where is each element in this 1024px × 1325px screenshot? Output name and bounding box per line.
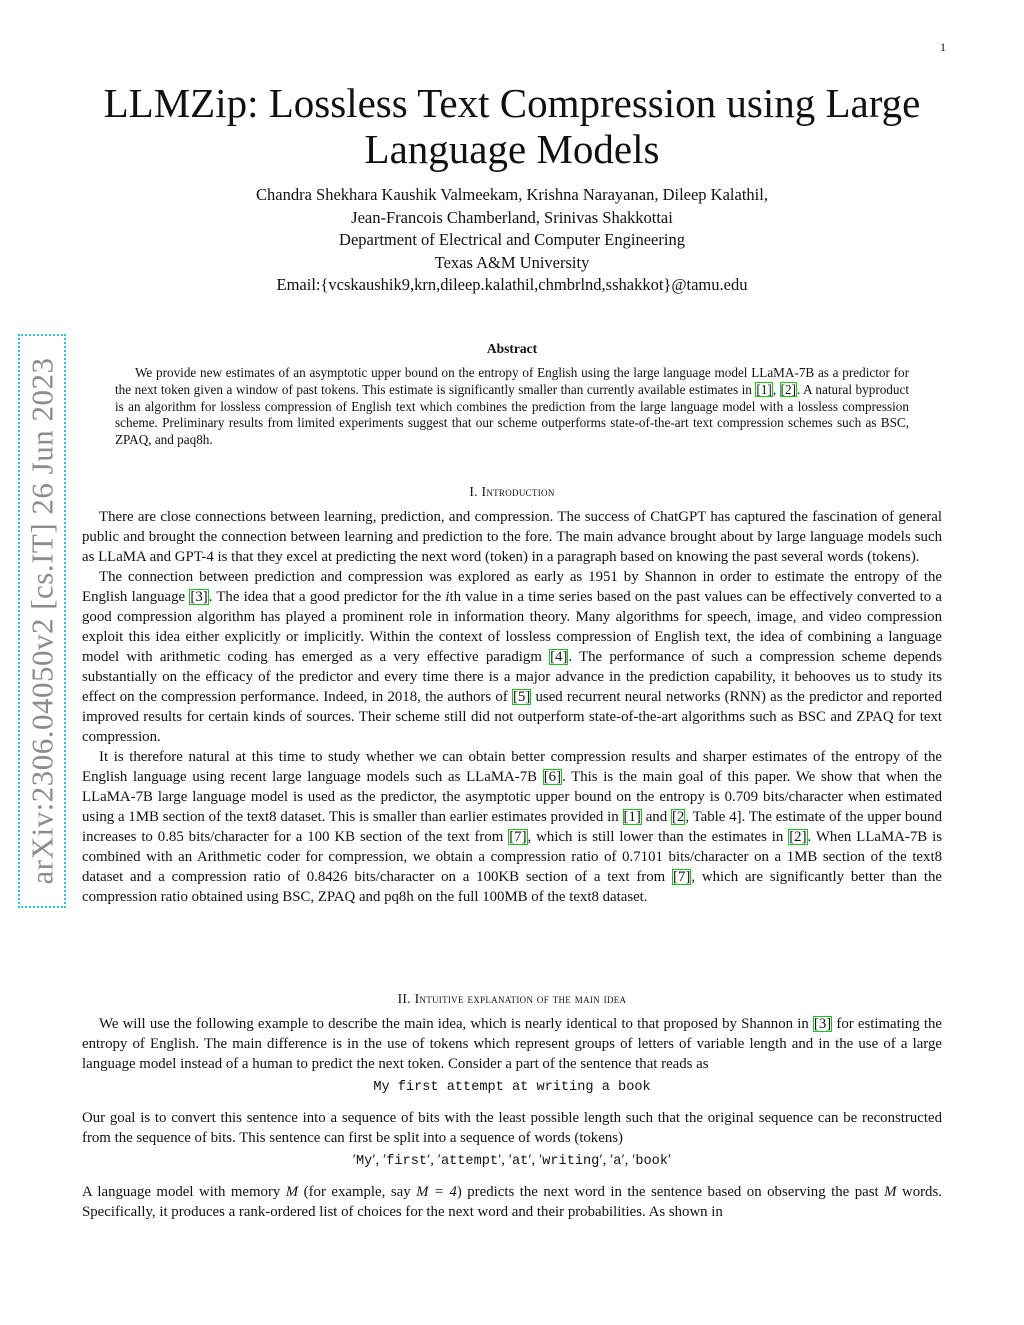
citation-link[interactable]: [3] [813, 1016, 832, 1032]
abstract-body [115, 365, 909, 449]
token-quote: ′ [610, 1152, 614, 1168]
author-emails: Email:{vcskaushik9,krn,dileep.kalathil,chmbrlnd,sshakkot}@tamu.edu [276, 275, 748, 294]
paragraph-text: ) predicts the next word in the sentence based on observing the past [456, 1184, 885, 1200]
paragraph-text: and [641, 809, 671, 825]
paragraph-text: It is therefore natural at this time to study whether we can obtain better compression results and sharper estimates of the entropy of the English language using recent large language models such as LLaMA-7B [82, 749, 942, 785]
math-variable: M [884, 1184, 897, 1200]
token-quote: ′ [508, 1152, 512, 1168]
paper-title: LLMZip: Lossless Text Compression using Large Language Models [103, 80, 921, 172]
token-quote: ′ [382, 1152, 387, 1168]
paragraph-text: used recurrent neural networks (RNN) as the predictor and reported improved results for certain kinds of sources. Their scheme still did not outperform state-of-the-art algorithms such as BSC and ZPAQ for text compression. [82, 689, 942, 745]
paragraph [82, 747, 942, 907]
token-quote: ′, [498, 1152, 509, 1168]
citation-link[interactable]: [6] [543, 769, 562, 785]
token-quote: ′, [427, 1152, 438, 1168]
example-sentence: My first attempt at writing a book [373, 1080, 651, 1095]
author-names-line-1: Chandra Shekhara Kaushik Valmeekam, Krishna Narayanan, Dileep Kalathil, [256, 185, 768, 204]
author-block [120, 184, 904, 297]
paragraph-text: , which are significantly better than the compression ratio obtained using BSC, ZPAQ and pq8h on the full 100MB of the text8 dataset. [82, 869, 942, 905]
paragraph-text: words. Specifically, it produces a rank-ordered list of choices for the next word and their probabilities. As shown in [82, 1184, 942, 1220]
citation-link[interactable]: [4] [550, 649, 568, 665]
main-idea-body [82, 1014, 942, 1222]
token-quote: ′, [599, 1152, 611, 1168]
token-sequence [82, 1150, 942, 1172]
paragraph-text: The connection between prediction and compression was explored as early as 1951 by Shannon in order to estimate the entropy of the English language [82, 569, 942, 605]
token-quote: ′ [352, 1152, 356, 1168]
author-university: Texas A&M University [434, 252, 590, 272]
paragraph-text: . This is the main goal of this paper. We show that when the LLaMA-7B large language model is used as the predictor, the asymptotic upper bound on the entropy is 0.709 bits/character when estimated using a 1MB section of the text8 dataset. This is smaller than earlier estimates provided in [82, 769, 942, 825]
paragraph-text: A language model with memory [82, 1184, 286, 1200]
paragraph-text: , Table 4]. The estimate of the upper bound increases to 0.85 bits/character for a 100 KB section of the text from [82, 809, 942, 845]
token: a [613, 1154, 622, 1169]
paragraph-text: We will use the following example to describe the main idea, which is nearly identical to that proposed by Shannon in [99, 1016, 813, 1032]
paragraph-text: for estimating the entropy of English. The main difference is in the use of tokens which represent groups of letters of variable length and in the use of a large language model instead of a human to predict the next token. Consider a part of the sentence that reads as [82, 1016, 942, 1072]
citation-link[interactable]: [3] [190, 589, 208, 605]
page-number: 1 [940, 40, 946, 54]
token-quote: ′, [372, 1152, 383, 1168]
token: book [635, 1154, 668, 1169]
paragraph-text: , which is still lower than the estimates in [527, 829, 789, 845]
token-quote: ′, [621, 1152, 633, 1168]
token: attempt [440, 1154, 499, 1169]
arxiv-identifier-stamp[interactable] [18, 334, 66, 908]
math-variable: i [445, 589, 450, 605]
author-names-line-2: Jean-Francois Chamberland, Srinivas Shakkottai [351, 207, 673, 227]
paragraph [82, 1014, 942, 1074]
section-heading-main-idea [0, 991, 1024, 1007]
section-title: Intuitive explanation of the main idea [414, 991, 627, 1006]
token-quote: ′, [528, 1152, 539, 1168]
section-numeral: II. [397, 991, 415, 1006]
introduction-body [82, 507, 942, 907]
math-variable: M [285, 1184, 299, 1200]
citation-link[interactable]: [5] [512, 689, 531, 705]
citation-link[interactable]: [7] [509, 829, 527, 845]
paragraph-text: . The performance of such a compression scheme depends substantially on the efficacy of the predictor and every time there is a major advance in the prediction capability, it behooves us to study its effect on the compression performance. Indeed, in 2018, the authors of [82, 649, 942, 705]
paragraph [82, 567, 942, 747]
token: writing [542, 1154, 600, 1169]
author-department: Department of Electrical and Computer Engineering [339, 230, 685, 249]
citation-link[interactable]: [2 [671, 809, 685, 825]
citation-link[interactable]: [1] [623, 809, 641, 825]
paragraph-text: (for example, say [298, 1184, 417, 1200]
token-quote: ′ [668, 1152, 672, 1168]
token: at [511, 1154, 529, 1169]
token: first [386, 1154, 428, 1169]
abstract-text: , [772, 381, 780, 397]
abstract-heading: Abstract [486, 341, 538, 356]
token-quote: ′ [538, 1152, 543, 1168]
paragraph-text: . When LLaMA-7B is combined with an Arithmetic coder for compression, we obtain a compression ratio of 0.7101 bits/character on a 1MB section of the text8 dataset and a compression ratio of 0.8426 bits/character on a 100KB section of a text from [82, 829, 942, 885]
token-quote: ′ [632, 1152, 636, 1168]
section-heading-introduction [0, 484, 1024, 500]
paragraph-text: . The idea that a good predictor for the [208, 589, 446, 605]
citation-link[interactable]: [2] [789, 829, 807, 845]
paragraph [82, 1182, 942, 1222]
token: My [355, 1154, 373, 1169]
arxiv-identifier-text: arXiv:2306.04050v2 [cs.IT] 26 Jun 2023 [24, 357, 59, 885]
section-numeral: I. [469, 484, 482, 499]
paragraph: There are close connections between learning, prediction, and compression. The success of ChatGPT has captured the fascination of general public and brought the connection between learning and prediction to the fore. The main advance brought about by large language models such as LLaMA and GPT-4 is that they excel at predicting the next word (token) in a paragraph based on knowing the past several words (tokens). [82, 509, 942, 565]
paragraph-text: th value in a time series based on the past values can be effectively converted to a good compression algorithm has played a prominent role in information theory. Many algorithms for speech, image, and video compression exploit this idea either explicitly or implicitly. Within the context of lossless compression of English text, the idea of combining a language model with arithmetic coding has emerged as a very effective paradigm [82, 589, 943, 665]
paragraph: Our goal is to convert this sentence into a sequence of bits with the least possible length such that the original sequence can be reconstructed from the sequence of bits. This sentence can first be split into a sequence of words (tokens) [82, 1110, 942, 1146]
citation-link[interactable]: [2] [780, 381, 797, 397]
abstract-text: . A natural byproduct is an algorithm for lossless compression of English text which combines the prediction from the large language model with a lossless compression scheme. Preliminary results from limited experiments suggest that our scheme outperforms state-of-the-art text compression schemes such as BSC, ZPAQ, and paq8h. [115, 381, 910, 448]
section-title: Introduction [481, 484, 555, 499]
token-quote: ′ [437, 1152, 441, 1168]
citation-link[interactable]: [1] [756, 381, 772, 397]
abstract-text: We provide new estimates of an asymptotic upper bound on the entropy of English using the large language model LLaMA-7B as a predictor for the next token given a window of past tokens. This estimate is significantly smaller than currently available estimates in [115, 365, 909, 397]
citation-link[interactable]: [7] [673, 869, 691, 885]
math-expression: M = 4 [416, 1184, 457, 1200]
